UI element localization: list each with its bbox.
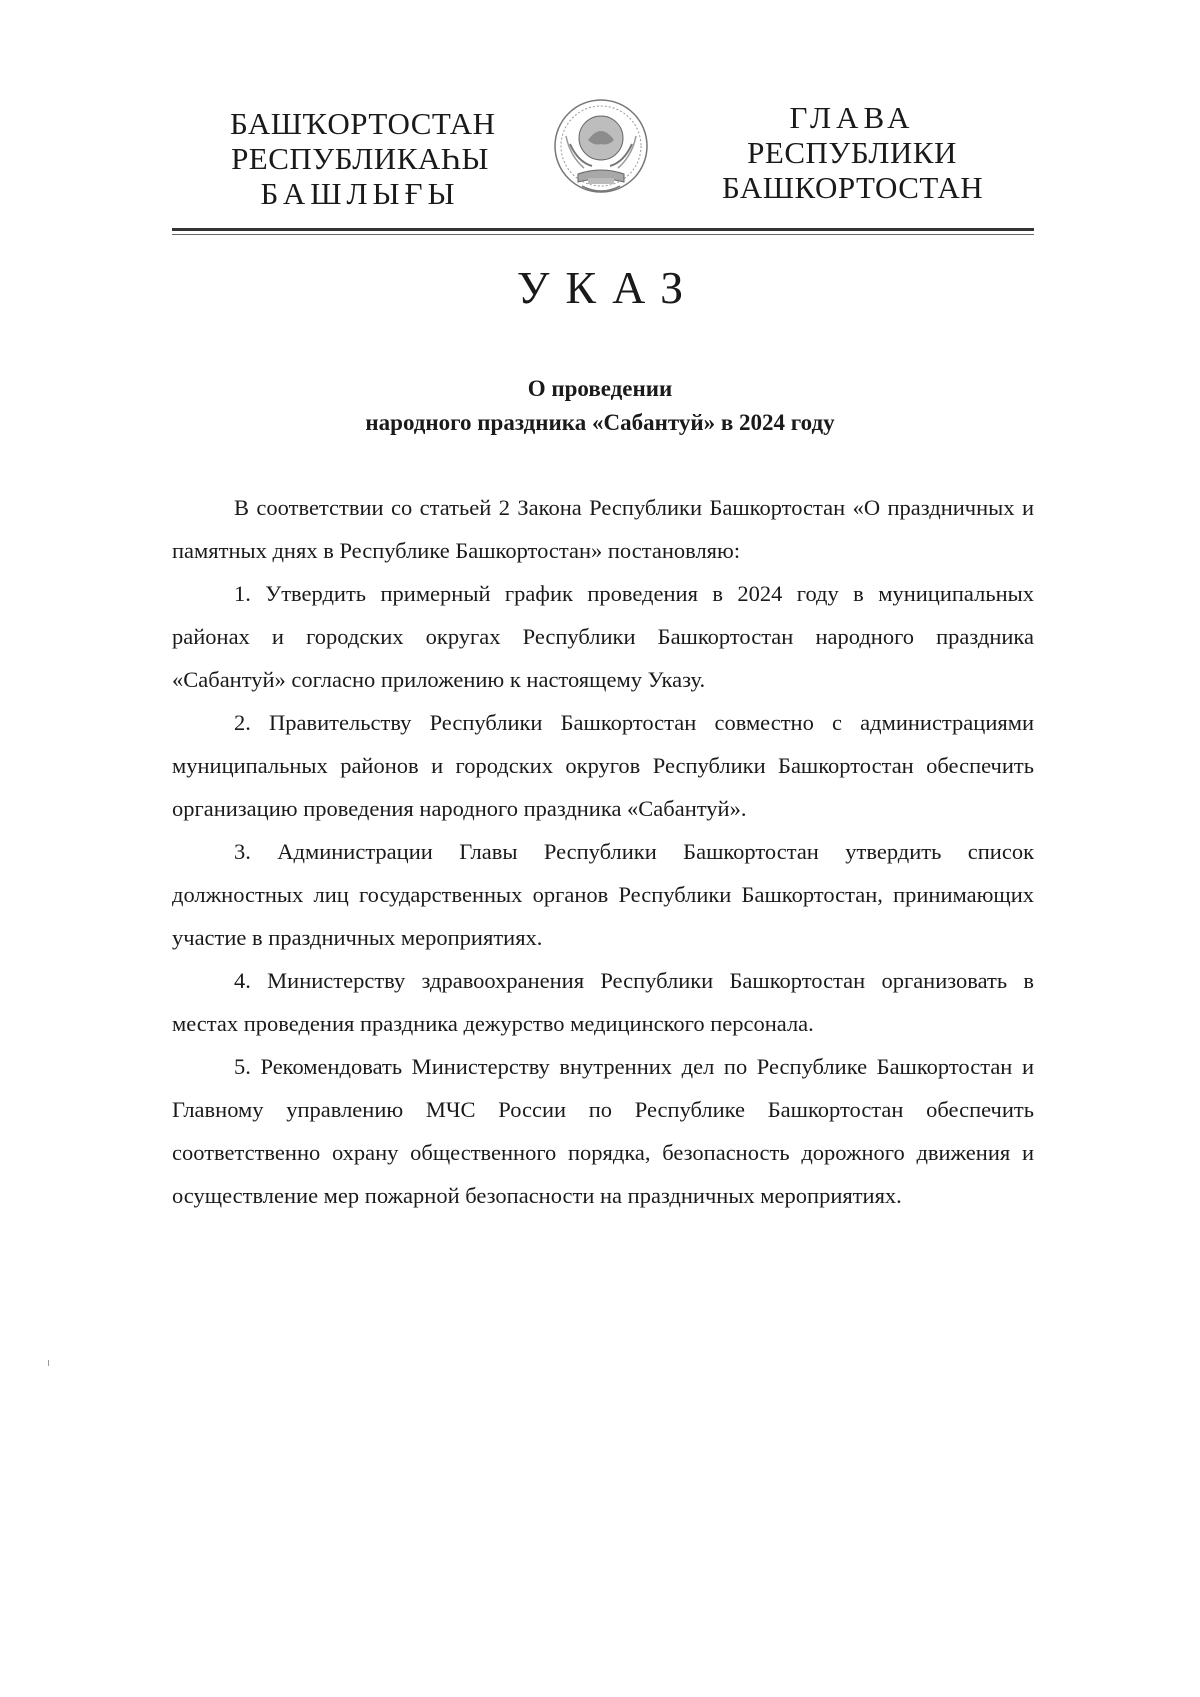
header-left-line-3: БАШЛЫҒЫ [260,176,460,211]
clause-2-paragraph: 2. Правительству Республики Башкортостан совместно с администрациями муниципальных районов и городских округов Республики Башкортостан обеспечить организацию проведения народного праздника «Сабантуй». [172,710,1034,821]
clause-3-paragraph: 3. Администрации Главы Республики Башкортостан утвердить список должностных лиц государственных органов Республики Башкортостан, принимающих участие в праздничных мероприятиях. [172,839,1034,950]
header-divider-thin [172,234,1034,235]
header-left-line-2: РЕСПУБЛИКАҺЫ [231,141,489,176]
preamble-paragraph: В соответствии со статьей 2 Закона Республики Башкортостан «О праздничных и памятных днях в Республике Башкортостан» постановляю: [172,495,1034,563]
subject-line-2: народного праздника «Сабантуй» в 2024 году [365,410,835,435]
decree-body [172,486,1034,1217]
header-right-russian [722,100,982,205]
subject-line-1: О проведении [527,376,673,401]
coat-of-arms-icon [548,96,654,202]
clause-1-paragraph: 1. Утвердить примерный график проведения в 2024 году в муниципальных районах и городских округах Республики Башкортостан народного праздника «Сабантуй» согласно приложению к настоящему Указу. [172,581,1034,692]
header-left-line-1: БАШҠОРТОСТАН [230,106,496,141]
header-right-line-3: БАШКОРТОСТАН [722,170,984,205]
header-right-line-1: ГЛАВА [789,100,915,135]
decree-subject [0,372,1200,440]
header-divider-thick [172,228,1034,231]
document-title: УКАЗ [516,262,700,313]
clause-5-paragraph: 5. Рекомендовать Министерству внутренних дел по Республике Башкортостан и Главному управлению МЧС России по Республике Башкортостан обеспечить соответственно охрану общественного порядка, безопасность дорожного движения и осуществление мер пожарной безопасности на праздничных мероприятиях. [172,1054,1034,1208]
header-left-bashkir [230,106,496,211]
clause-4-paragraph: 4. Министерству здравоохранения Республики Башкортостан организовать в местах проведения праздника дежурство медицинского персонала. [172,968,1034,1036]
scan-artifact [48,1360,49,1366]
header-right-line-2: РЕСПУБЛИКИ [747,135,957,170]
